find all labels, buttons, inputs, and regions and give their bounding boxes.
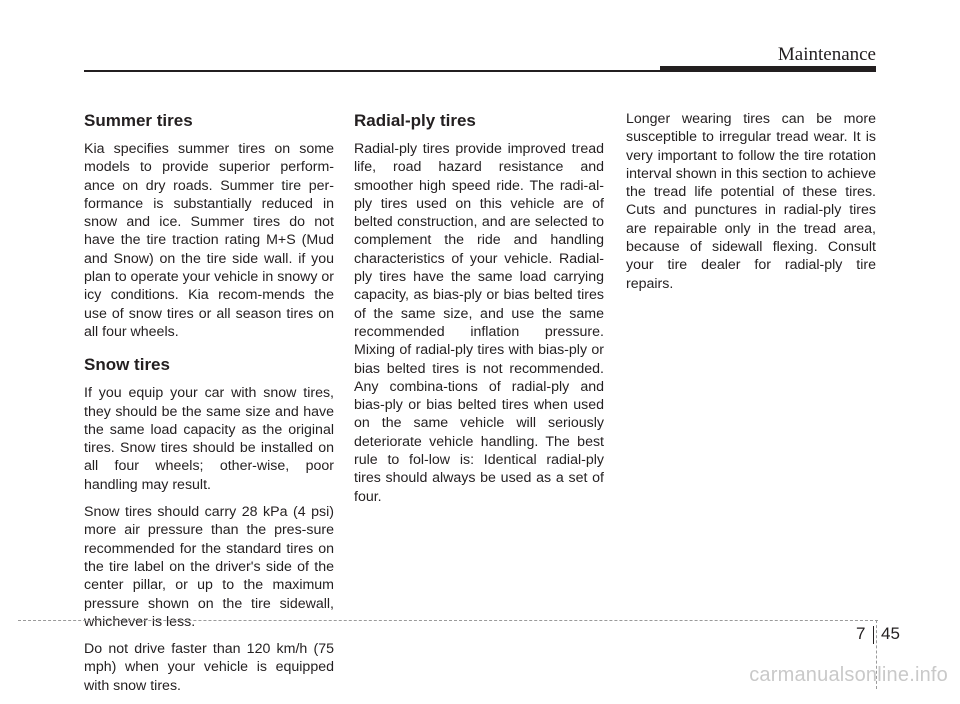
- section-title: Maintenance: [777, 44, 876, 65]
- chapter-number: 7: [856, 624, 866, 643]
- snow-tires-paragraph-3: Do not drive faster than 120 km/h (75 mph) when your vehicle is equipped with snow tires.: [84, 641, 334, 694]
- column-right: [626, 110, 876, 302]
- watermark: carmanualsonline.info: [749, 664, 948, 686]
- summer-tires-paragraph: Kia specifies summer tires on some models to provide superior perform-ance on dry roads. Summer tire per-formance is substantially reduced in snow and ice. Summer tires do not have the tire traction rating M+S (Mud and Snow) on the tire side wall. if you plan to operate your vehicle in snowy or icy conditions. Kia recom-mends the use of snow tires or all season tires on all four wheels.: [84, 141, 334, 340]
- summer-tires-heading: Summer tires: [84, 111, 193, 130]
- radial-ply-paragraph: Radial-ply tires provide improved tread life, road hazard resistance and smoother high speed ride. The radi-al-ply tires used on this vehicle are of belted construction, and are selected to complement the ride and handling characteristics of your vehicle. Radial-ply tires have the same load carrying capacity, as bias-ply or bias belted tires of the same size, and use the same recommended inflation pressure. Mixing of radial-ply tires with bias-ply or bias belted tires is not recommended. Any combina-tions of radial-ply and bias-ply or bias belted tires when used on the same vehicle will seriously deteriorate vehicle handling. The best rule to fol-low is: Identical radial-ply tires should always be used as a set of four.: [354, 141, 604, 505]
- page-number-separator: [873, 626, 874, 644]
- column-left: [84, 111, 334, 704]
- radial-ply-heading: Radial-ply tires: [354, 111, 476, 130]
- tire-wear-paragraph: Longer wearing tires can be more susceptible to irregular tread wear. It is very important to follow the tire rotation interval shown in this section to achieve the tread life potential of these tires. Cuts and punctures in radial-ply tires are repairable only in the tread area, because of sidewall flexing. Consult your tire dealer for radial-ply tire repairs.: [626, 111, 876, 292]
- snow-tires-paragraph-1: If you equip your car with snow tires, they should be the same size and have the same load capacity as the original tires. Snow tires should be installed on all four wheels; other-wise, poor handling may result.: [84, 385, 334, 493]
- snow-tires-paragraph-2: Snow tires should carry 28 kPa (4 psi) more air pressure than the pres-sure recommended for the standard tires on the tire label on the driver's side of the center pillar, or up to the maximum pressure shown on the tire sidewall, whichever is less.: [84, 504, 334, 630]
- header-rule: [84, 70, 664, 72]
- footer-crop-line: [18, 620, 878, 621]
- snow-tires-heading: Snow tires: [84, 355, 170, 375]
- page-number: 45: [881, 624, 900, 643]
- column-middle: [354, 111, 604, 515]
- header-rule-accent: [660, 66, 876, 72]
